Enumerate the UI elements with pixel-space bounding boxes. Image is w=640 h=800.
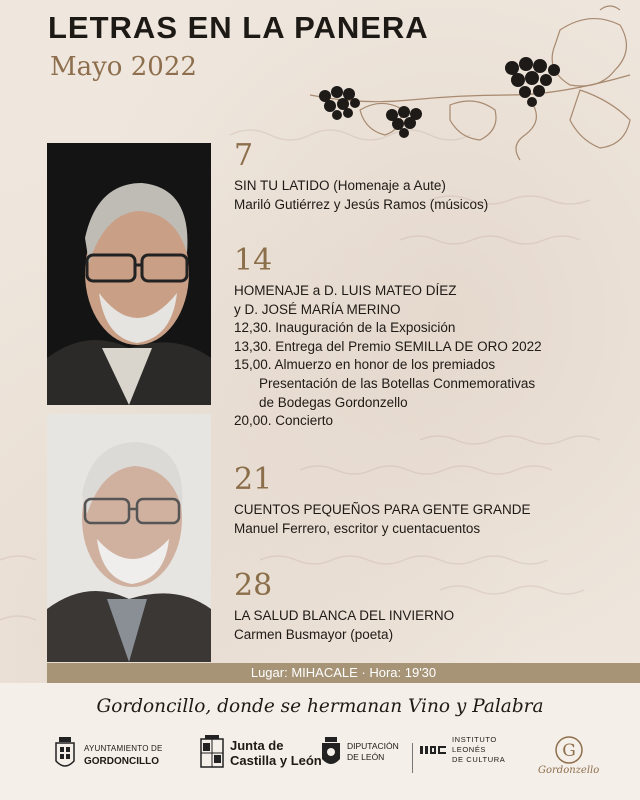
schedule-item-detail: de Bodegas Gordonzello (259, 394, 408, 410)
svg-text:G: G (561, 741, 576, 761)
event-title: SIN TU LATIDO (Homenaje a Aute) (234, 178, 446, 193)
event-day-14 (234, 243, 542, 431)
event-day-28 (234, 568, 455, 644)
event-day-21 (234, 462, 531, 538)
event-performers: Carmen Busmayor (poeta) (234, 626, 394, 642)
logo-text-line2: DE LEÓN (347, 752, 385, 762)
schedule-item: 12,30. Inauguración de la Exposición (234, 320, 456, 336)
page-subtitle: Mayo 2022 (50, 52, 197, 82)
event-title-cont: y D. JOSÉ MARÍA MERINO (234, 301, 401, 317)
logo-text: Gordonzello (538, 765, 600, 776)
schedule-item: 15,00. Almuerzo en honor de los premiados (234, 357, 496, 373)
tagline: Gordoncillo, donde se hermanan Vino y Palabra (96, 696, 544, 717)
event-date: 14 (234, 243, 273, 278)
event-date: 21 (234, 462, 273, 497)
grape-g-emblem-icon (552, 735, 586, 765)
coat-of-arms-icon (52, 735, 78, 775)
logo-text-small: AYUNTAMIENTO DE (84, 744, 163, 753)
logo-text-line2: LEONÉS (452, 745, 487, 754)
event-title: CUENTOS PEQUEÑOS PARA GENTE GRANDE (234, 502, 531, 517)
event-title: HOMENAJE a D. LUIS MATEO DÍEZ (234, 283, 457, 298)
lion-shield-icon (320, 735, 342, 769)
logo-junta-castilla-leon (200, 735, 322, 771)
castle-lion-shield-icon (200, 735, 224, 771)
logo-text-line1: Junta de (230, 738, 284, 753)
ilc-mark-icon (420, 744, 446, 756)
logo-text-big: GORDONCILLO (84, 756, 159, 767)
event-performers: Mariló Gutiérrez y Jesús Ramos (músicos) (234, 196, 489, 212)
schedule-item: 20,00. Concierto (234, 413, 334, 429)
portrait-photo-luis-mateo-diez (47, 143, 211, 405)
logo-text-line1: INSTITUTO (452, 735, 497, 744)
logo-text-line2: Castilla y León (230, 753, 322, 768)
logo-text-line1: DIPUTACIÓN (347, 741, 399, 751)
portrait-photo-jose-maria-merino (47, 414, 211, 662)
schedule-item: 13,30. Entrega del Premio SEMILLA DE ORO 2022 (234, 338, 542, 354)
logo-divider (412, 743, 413, 773)
event-date: 28 (234, 568, 273, 603)
page-title: LETRAS EN LA PANERA (48, 10, 429, 45)
event-day-7 (234, 138, 489, 214)
logo-text-line3: DE CULTURA (452, 755, 506, 764)
venue-time-bar: Lugar: MIHACALE · Hora: 19'30 (47, 663, 640, 683)
logo-diputacion-leon (320, 735, 399, 769)
schedule-item-detail: Presentación de las Botellas Conmemorativas (259, 375, 536, 391)
logo-gordonzello (538, 735, 599, 776)
event-date: 7 (234, 138, 254, 173)
event-title: LA SALUD BLANCA DEL INVIERNO (234, 608, 455, 623)
logo-ayuntamiento-gordoncillo (52, 735, 163, 775)
logo-instituto-leones-cultura (420, 735, 505, 765)
event-performers: Manuel Ferrero, escritor y cuentacuentos (234, 520, 481, 536)
